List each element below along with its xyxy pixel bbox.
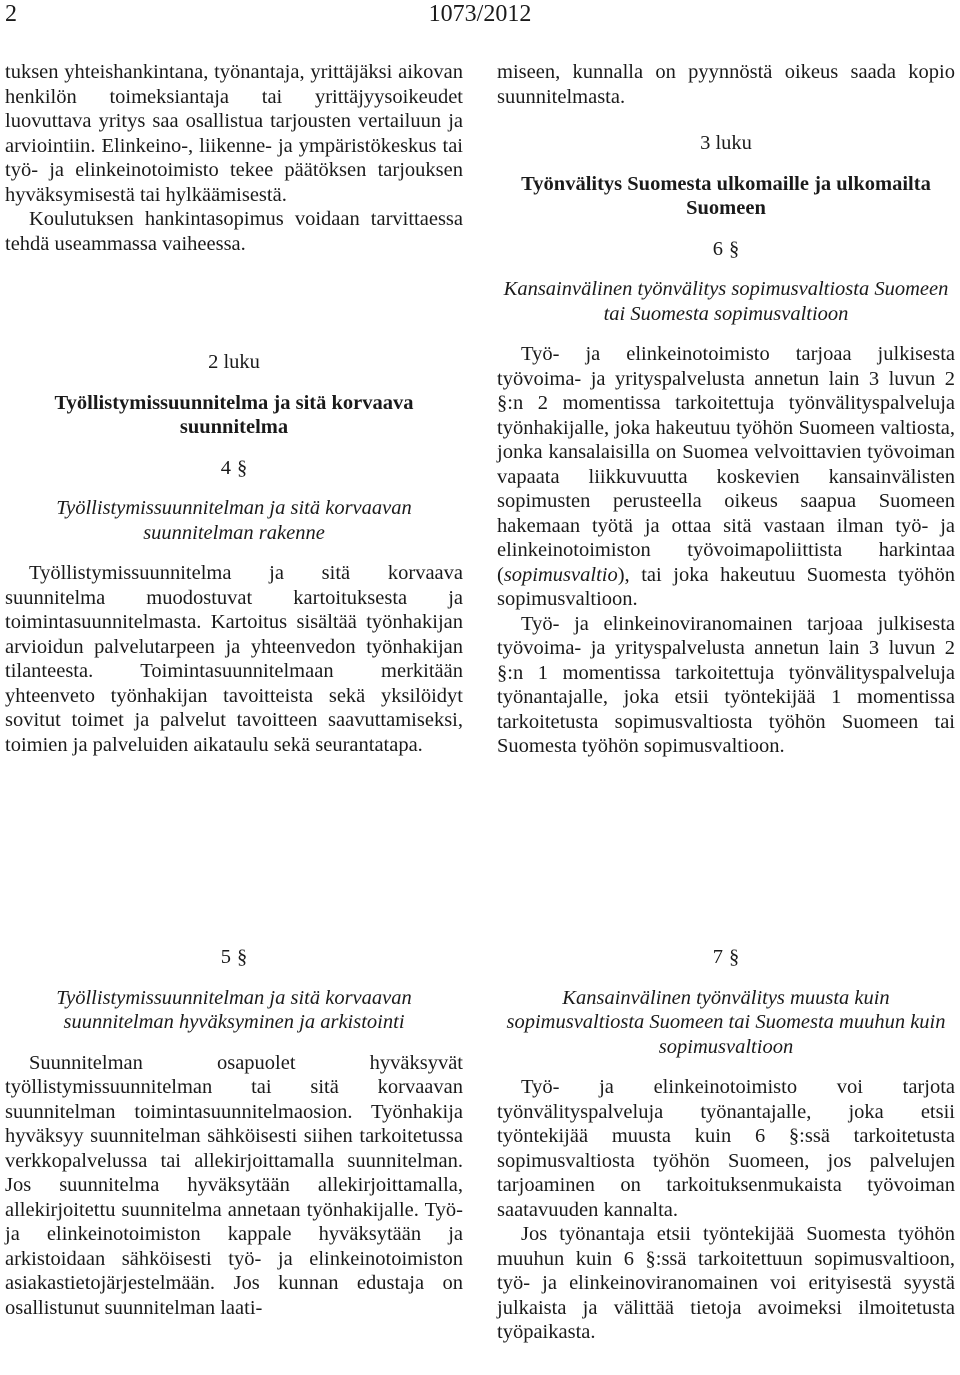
document-reference: 1073/2012: [428, 1, 532, 27]
section-4-heading: [5, 456, 463, 481]
page-number: 2: [5, 1, 17, 27]
intro-paragraph: tuksen yhteishankintana, työnantaja, yrittäjäksi aikovan henkilön toimeksiantaja tai yrittäjyysoikeudet luovuttava yritys saa osallistua tarjousten vertailuun ja arviointiin. Elinkeino-, liikenne- ja ympäristökeskus tai työ- ja elinkeinotoimisto tekee päätöksen tarjouksen hyväksymisestä tai hylkäämisestä.: [5, 61, 463, 206]
section-sign: §: [729, 237, 740, 260]
section-4-number: 4: [220, 456, 231, 479]
section-7-title: Kansainvälinen työnvälitys muusta kuin sopimusvaltiosta Suomeen tai Suomesta muuhun kuin sopimusvaltioon: [506, 986, 946, 1058]
term-sopimusvaltio: sopimusvaltio: [503, 563, 618, 586]
right-column-bottom: [497, 945, 955, 1345]
continuation-paragraph: miseen, kunnalla on pyynnöstä oikeus saada kopio suunnitelmasta.: [497, 61, 955, 108]
section-6-heading: [497, 237, 955, 262]
chapter-3-label: 3 luku: [700, 132, 752, 154]
intro-paragraph-2: Koulutuksen hankintasopimus voidaan tarvittaessa tehdä useammassa vaiheessa.: [5, 208, 463, 255]
chapter-2-label: 2 luku: [208, 351, 260, 373]
section-5-title: Työllistymissuunnitelman ja sitä korvaavan suunnitelman hyväksyminen ja arkistointi: [56, 986, 412, 1033]
chapter-2-title: Työllistymissuunnitelma ja sitä korvaava suunnitelma: [54, 391, 414, 438]
section-6-number: 6: [712, 237, 723, 260]
left-column-top: [5, 60, 463, 757]
section-6-paragraph-1-text: Työ- ja elinkeinotoimisto tarjoaa julkisesta työvoima- ja yrityspalvelusta annetun lain 3 luvun 2 §:n 2 momentissa tarkoitettuja työnvälityspalveluja työnhakijalle, joka hakeutuu työhön Suomeen valtiosta, jonka kansalaisilla on Suomea velvoittavien työvoiman vapaata liikkuvuutta koskevien kansainvälisten sopimusten perusteella oikeus saapua Suomeen hakemaan työtä ja ottaa sitä vastaan ilman työ- ja elinkeinotoimiston työvoimapoliittista harkintaa (: [497, 343, 955, 586]
section-6-paragraph-1: [497, 342, 955, 612]
section-6-paragraph-1-end: ), tai joka hakeutuu Suomesta työhön sopimusvaltioon.: [497, 563, 955, 610]
right-column-top: [497, 60, 955, 759]
section-4-body: Työllistymissuunnitelma ja sitä korvaava suunnitelma muodostuvat kartoituksesta ja toimintasuunnitelmasta. Kartoitus sisältää työnhakijan arvioidun palvelutarpeen ja yhteenvedon työnhakijan tilanteesta. Toimintasuunnitelmaan merkitään yhteenveto työnhakijan tavoitteista sekä yksilöidyt sovitut toimet ja palvelut tavoitteen saavuttamiseksi, toimien ja palveluiden aikataulu sekä seurantatapa.: [5, 562, 463, 756]
section-7-heading: [497, 945, 955, 970]
section-5-number: 5: [220, 946, 231, 968]
section-7-number: 7: [712, 946, 723, 968]
section-7-paragraph-2: Jos työnantaja etsii työntekijää Suomesta työhön muuhun kuin 6 §:ssä tarkoitettuun sopimusvaltioon, työ- ja elinkeinoviranomainen voi erityisestä syystä julkaista ja välittää tietoja avoimeksi ilmoitetusta työpaikasta.: [497, 1223, 955, 1343]
chapter-3-title: Työnvälitys Suomesta ulkomaille ja ulkomailta Suomeen: [521, 172, 931, 219]
section-5-body: Suunnitelman osapuolet hyväksyvät työllistymissuunnitelman tai sitä korvaavan suunnitelman toimintasuunnitelmaosion. Työnhakija hyväksyy suunnitelman sähköisesti siihen tarkoitetussa verkkopalvelussa tai allekirjoittamalla suunnitelman. Jos suunnitelma hyväksytään allekirjoittamalla, allekirjoitettu suunnitelma annetaan työnhakijalle. Työ- ja elinkeinotoimiston kappale hyväksytään ja arkistoidaan sähköisesti työ- ja elinkeinotoimiston asiakastietojärjestelmään. Jos kunnan edustaja on osallistunut suunnitelman laati-: [5, 1051, 463, 1319]
section-7-paragraph-1: Työ- ja elinkeinotoimisto voi tarjota työnvälityspalveluja työnantajalle, joka etsii työntekijää muusta kuin 6 §:ssä tarkoitetusta sopimusvaltiosta työhön Suomeen, jos palvelujen tarjoaminen on tarkoituksenmukaista työvoiman saatavuuden kannalta.: [497, 1076, 955, 1221]
section-5-heading: [5, 945, 463, 970]
section-sign: §: [237, 946, 248, 968]
section-6-title: Kansainvälinen työnvälitys sopimusvaltiosta Suomeen tai Suomesta sopimusvaltioon: [503, 278, 949, 325]
left-column-bottom: [5, 945, 463, 1320]
section-6-paragraph-2: Työ- ja elinkeinoviranomainen tarjoaa julkisesta työvoima- ja yrityspalvelusta annetun lain 3 luvun 2 §:n 1 momentissa tarkoitettuja työnvälityspalveluja työnantajalle, joka etsii työntekijää 1 momentissa tarkoitetusta sopimusvaltiosta työhön Suomeen tai Suomesta työhön sopimusvaltioon.: [497, 612, 955, 757]
page-header: [0, 0, 960, 34]
section-4-title: Työllistymissuunnitelman ja sitä korvaavan suunnitelman rakenne: [56, 497, 412, 544]
section-sign: §: [237, 456, 248, 479]
section-sign: §: [729, 946, 740, 968]
